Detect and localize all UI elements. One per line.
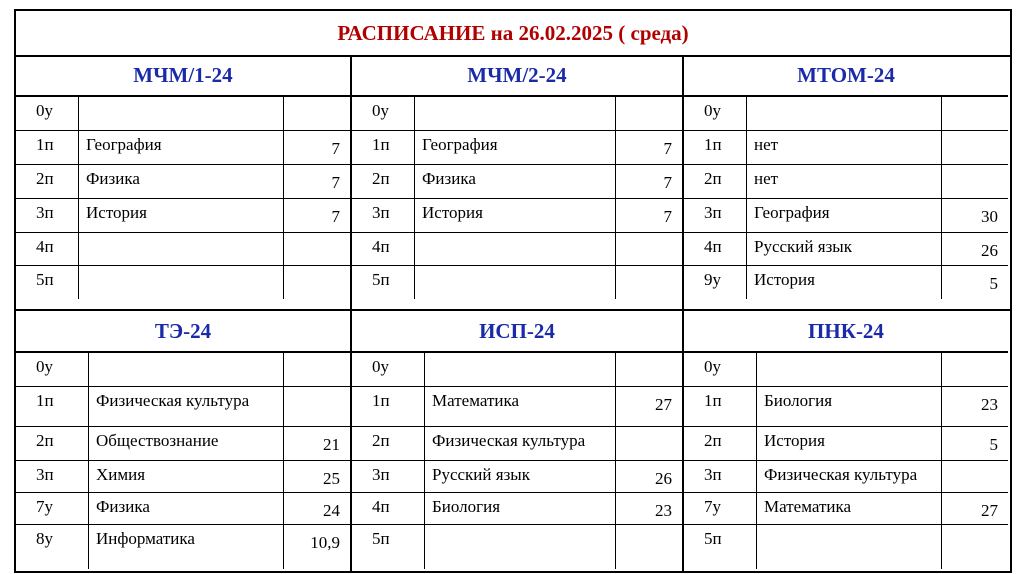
lesson-room: 7 [331,173,340,192]
lesson-subject: Русский язык [747,233,942,265]
lesson-room: 30 [981,207,998,226]
lesson-subject: Русский язык [425,461,616,492]
lesson-row [16,493,350,525]
lesson-room: 27 [981,501,998,520]
lesson-room [942,97,1008,130]
lesson-room [616,266,682,299]
lesson-number: 9у [684,266,747,299]
lesson-number: 5п [352,525,425,569]
lesson-room: 7 [663,207,672,226]
lesson-subject [79,266,284,299]
lesson-number: 2п [16,165,79,198]
lesson-subject: Физическая культура [425,427,616,460]
lesson-number: 0у [352,353,425,386]
lesson-room: 21 [323,435,340,454]
lesson-row [684,427,1008,461]
lesson-room [284,387,350,426]
lesson-number: 1п [684,131,747,164]
lesson-room [942,353,1008,386]
lesson-row [684,97,1008,131]
lesson-number: 1п [352,387,425,426]
lesson-room: 5 [989,435,998,454]
lesson-number: 3п [684,461,757,492]
lesson-room [616,97,682,130]
lesson-number: 5п [684,525,757,569]
lesson-room: 25 [323,469,340,488]
lesson-room [942,131,1008,164]
lesson-row [352,387,682,427]
lesson-subject [89,353,284,386]
lesson-subject [79,233,284,265]
lesson-row [16,233,350,266]
lesson-room: 5 [989,274,998,293]
lesson-subject: Математика [425,387,616,426]
lesson-subject: нет [747,165,942,198]
group-title: МТОМ-24 [684,55,1008,97]
lesson-room [284,97,350,130]
group-bottom-0 [16,311,350,571]
lesson-subject [747,97,942,130]
lesson-number: 4п [684,233,747,265]
lesson-row [16,387,350,427]
lesson-room [942,525,1008,569]
lesson-number: 0у [352,97,415,130]
lesson-row [352,461,682,493]
lesson-subject: Физика [89,493,284,524]
lesson-subject: История [415,199,616,232]
group-title: ИСП-24 [352,311,682,353]
schedule-sheet [14,9,1012,573]
lesson-room: 7 [663,139,672,158]
lesson-subject: Физика [79,165,284,198]
lesson-number: 7у [684,493,757,524]
bottom-section [16,309,1010,571]
lesson-room: 7 [331,139,340,158]
group-top-1 [350,55,682,309]
lesson-number: 0у [16,353,89,386]
lesson-number: 1п [684,387,757,426]
lesson-row [352,199,682,233]
lesson-number: 2п [352,427,425,460]
lesson-room: 27 [655,395,672,414]
lesson-number: 4п [352,233,415,265]
lesson-row [352,97,682,131]
lesson-row [684,199,1008,233]
lesson-subject: Химия [89,461,284,492]
lesson-number: 7у [16,493,89,524]
lesson-row [352,233,682,266]
lesson-room [942,461,1008,492]
lesson-row [684,461,1008,493]
group-title: МЧМ/2-24 [352,55,682,97]
lesson-row [352,525,682,569]
lesson-row [352,427,682,461]
lesson-number: 3п [684,199,747,232]
lesson-number: 1п [352,131,415,164]
lesson-room [284,266,350,299]
group-title: ПНК-24 [684,311,1008,353]
lesson-room: 7 [331,207,340,226]
lesson-number: 5п [16,266,79,299]
lesson-number: 2п [352,165,415,198]
lesson-subject: нет [747,131,942,164]
lesson-number: 2п [684,165,747,198]
lesson-subject: Математика [757,493,942,524]
group-title: МЧМ/1-24 [16,55,350,97]
lesson-row [352,353,682,387]
lesson-subject [415,233,616,265]
lesson-row [684,233,1008,266]
lesson-room: 23 [655,501,672,520]
lesson-room [616,427,682,460]
lesson-subject: Физическая культура [89,387,284,426]
lesson-number: 1п [16,131,79,164]
lesson-subject [415,266,616,299]
lesson-subject: География [415,131,616,164]
lesson-number: 3п [352,461,425,492]
lesson-room [284,353,350,386]
lesson-room [284,233,350,265]
lesson-subject [757,525,942,569]
lesson-number: 2п [16,427,89,460]
lesson-subject: Физическая культура [757,461,942,492]
lesson-room [616,525,682,569]
lesson-row [352,266,682,299]
lesson-subject: История [757,427,942,460]
lesson-number: 3п [16,461,89,492]
lesson-subject [425,353,616,386]
lesson-number: 0у [684,97,747,130]
lesson-number: 1п [16,387,89,426]
lesson-row [16,525,350,569]
lesson-row [16,461,350,493]
lesson-row [684,353,1008,387]
lesson-number: 3п [352,199,415,232]
lesson-subject: Информатика [89,525,284,569]
lesson-row [684,266,1008,299]
lesson-number: 4п [352,493,425,524]
lesson-row [16,97,350,131]
lesson-room: 23 [981,395,998,414]
lesson-room [616,353,682,386]
lesson-row [352,131,682,165]
group-top-2 [682,55,1008,309]
lesson-subject: Обществознание [89,427,284,460]
lesson-room [942,165,1008,198]
lesson-subject [79,97,284,130]
lesson-room: 26 [655,469,672,488]
lesson-subject: Биология [425,493,616,524]
group-title: ТЭ-24 [16,311,350,353]
lesson-room: 26 [981,241,998,260]
lesson-subject [757,353,942,386]
lesson-row [684,131,1008,165]
lesson-row [684,525,1008,569]
lesson-number: 4п [16,233,79,265]
lesson-row [16,427,350,461]
lesson-subject: География [79,131,284,164]
lesson-room [616,233,682,265]
lesson-room: 10,9 [310,533,340,552]
lesson-number: 0у [16,97,79,130]
lesson-room: 24 [323,501,340,520]
lesson-number: 0у [684,353,757,386]
lesson-row [684,493,1008,525]
group-bottom-1 [350,311,682,571]
top-section [16,55,1010,309]
lesson-subject: История [79,199,284,232]
lesson-row [684,165,1008,199]
lesson-subject: Биология [757,387,942,426]
lesson-number: 3п [16,199,79,232]
lesson-row [16,165,350,199]
group-bottom-2 [682,311,1008,571]
lesson-row [16,266,350,299]
lesson-subject: История [747,266,942,299]
lesson-subject: География [747,199,942,232]
lesson-subject [425,525,616,569]
lesson-number: 2п [684,427,757,460]
lesson-subject [415,97,616,130]
lesson-row [16,131,350,165]
lesson-number: 8у [16,525,89,569]
lesson-number: 5п [352,266,415,299]
lesson-row [16,199,350,233]
lesson-row [352,493,682,525]
lesson-row [684,387,1008,427]
lesson-row [352,165,682,199]
lesson-room: 7 [663,173,672,192]
page-title: РАСПИСАНИЕ на 26.02.2025 ( среда) [16,11,1010,57]
lesson-row [16,353,350,387]
lesson-subject: Физика [415,165,616,198]
group-top-0 [16,55,350,309]
